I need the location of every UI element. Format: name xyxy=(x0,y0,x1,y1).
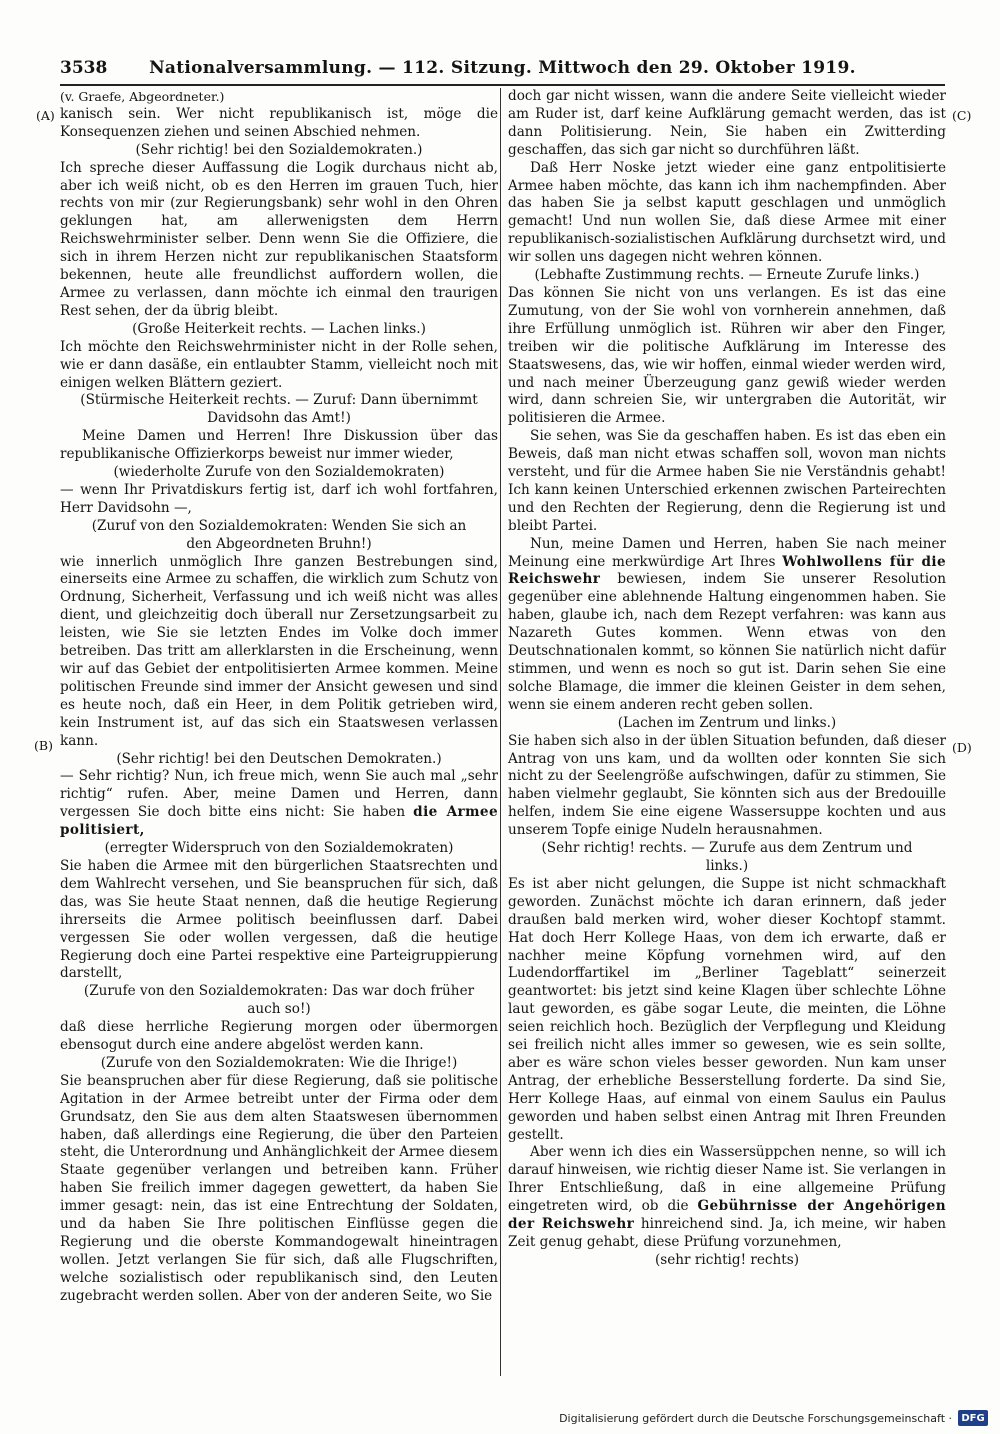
paragraph: kanisch sein. Wer nicht republikanisch ist, möge die Konsequenzen ziehen und seinen Abschied nehmen. xyxy=(60,105,498,140)
paragraph: Das können Sie nicht von uns verlangen. Es ist das eine Zumutung, von der Sie wohl von vornherein annehmen, daß ihre Erfüllung unmöglich ist. Rühren wir aber den Finger, treiben wir die politische Aufklärung im Interesse des Staatswesens, das, wie wir hoffen, einmal wieder werden wird, und nach meiner Überzeugung ganz gewiß wieder werden wird, dann schreien Sie, wir untergraben die Autorität, wir politisieren die Armee. xyxy=(508,284,946,427)
right-column xyxy=(508,88,946,1270)
paragraph: Sie haben sich also in der üblen Situation befunden, daß dieser Antrag von uns kam, und da wollten oder konnten Sie sich nicht zu der Seelengröße aufschwingen, dafür zu stimmen, Sie haben vielmehr geglaubt, Sie könnten sich aus der Bredouille helfen, indem Sie eine eigene Wassersuppe kochten und aus unserem Topfe einige Nudeln herausnahmen. xyxy=(508,732,946,839)
margin-marker-b: (B) xyxy=(34,738,53,753)
interjection: (Sehr richtig! bei den Sozialdemokraten.) xyxy=(135,141,423,158)
emphasis: Wohlwollens für die Reichswehr xyxy=(508,553,946,588)
page-header xyxy=(60,58,945,80)
interjection: (Sehr richtig! bei den Deutschen Demokraten.) xyxy=(116,750,442,767)
paragraph: — Sehr richtig? Nun, ich freue mich, wenn Sie auch mal „sehr richtig“ rufen. Aber, meine Damen und Herren, dann vergessen Sie doch bitte eins nicht: Sie haben die Armee politisiert, xyxy=(60,768,498,839)
emphasis: die Armee politisiert, xyxy=(60,804,498,839)
paragraph: Daß Herr Noske jetzt wieder eine ganz entpolitisierte Armee haben möchte, das kann ich ihm nachempfinden. Aber das haben Sie ja selbst kaputt geschlagen und unmöglich gemacht! Und nun wollen Sie, daß diese Armee mit einer republikanisch-sozialistischen Aufklärung durchsetzt wird, und wir sollen uns dagegen nicht wehren können. xyxy=(508,159,946,266)
paragraph: — wenn Ihr Privatdiskurs fertig ist, darf ich wohl fortfahren, Herr Davidsohn —, xyxy=(60,481,498,516)
column-divider xyxy=(500,88,501,1376)
paragraph: Ich möchte den Reichswehrminister nicht in der Rolle sehen, wie er dann dasäße, ein entlaubter Stamm, vielleicht noch mit einigen welken Blättern geziert. xyxy=(60,338,498,391)
emphasis: Gebührnisse der Angehörigen der Reichswehr xyxy=(508,1198,946,1233)
margin-marker-d: (D) xyxy=(952,740,972,755)
footer-text: Digitalisierung gefördert durch die Deutsche Forschungsgemeinschaft · xyxy=(559,1411,952,1425)
margin-marker-a: (A) xyxy=(36,108,55,123)
left-column xyxy=(60,88,498,1306)
interjection: (Lebhafte Zustimmung rechts. — Erneute Zurufe links.) xyxy=(534,267,920,284)
dfg-logo-icon: DFG xyxy=(958,1410,988,1426)
interjection: (sehr richtig! rechts) xyxy=(654,1251,800,1268)
paragraph: Sie haben die Armee mit den bürgerlichen Staatsrechten und dem Wahlrecht versehen, und Sie beanspruchen für sich, daß das, was Sie heute Staat nennen, daß die heutige Regierung ihrerseits die Armee politisch beeinflussen darf. Dabei vergessen Sie oder wollen vergessen, daß die heutige Regierung doch eine Partei respektive eine Parteigruppierung darstellt, xyxy=(60,857,498,982)
interjection: (Sehr richtig! rechts. — Zurufe aus dem Zentrum und links.) xyxy=(541,840,913,874)
running-title: Nationalversammlung. — 112. Sitzung. Mittwoch den 29. Oktober 1919. xyxy=(149,58,856,78)
paragraph: Es ist aber nicht gelungen, die Suppe ist nicht schmackhaft geworden. Zunächst möchte ich daran erinnern, daß jeder draußen bald merken wird, woher dieser Kochtopf stammt. Hat doch Herr Kollege Haas, von dem ich erwarte, daß er nachher meine Köpfung vornehmen wird, auf den Ludendorffartikel im „Berliner Tageblatt“ seinerzeit geantwortet: bis jetzt sind keine Klagen über schlechte Löhne laut geworden, es gäbe sogar Leute, die meinten, die Löhne seien reichlich hoch. Bezüglich der Verpflegung und Kleidung sei freilich nicht alles immer so gewesen, wie es sein sollte, aber es wäre schon vieles besser geworden. Nun kam unser Antrag, der erhebliche Besserstellung forderte. Da sind Sie, Herr Kollege Haas, auf einmal von einem Saulus ein Paulus geworden und haben selbst einen Antrag mit Ihren Freunden gestellt. xyxy=(508,875,946,1143)
interjection: (Große Heiterkeit rechts. — Lachen links.) xyxy=(132,320,426,337)
interjection: (wiederholte Zurufe von den Sozialdemokraten) xyxy=(113,464,445,481)
paragraph: Sie beanspruchen aber für diese Regierung, daß sie politische Agitation in der Armee betreibt unter der Firma oder dem Grundsatz, den Sie aus dem alten Staatswesen übernommen haben, daß allerdings eine Regierung, die über den Parteien steht, die Unterordnung und Anhänglichkeit der Armee diesem Staate gegenüber verlangen und betreiben kann. Früher haben Sie freilich immer dagegen gewettert, da haben Sie immer gesagt: nein, das ist eine Entrechtung der Soldaten, und da haben Sie Ihre politischen Einflüsse gegen die Regierung und die oberste Kommandogewalt hineintragen wollen. Jetzt verlangen Sie für sich, daß alle Flugschriften, welche sozialistisch oder republikanisch sind, den Leuten zugebracht werden sollen. Aber von der anderen Seite, wo Sie xyxy=(60,1072,498,1304)
paragraph: Sie sehen, was Sie da geschaffen haben. Es ist das eben ein Beweis, daß man nicht etwas schaffen soll, wovon man nichts versteht, und für die Armee haben Sie nie Verständnis gehabt! Ich kann keinen Unterschied erkennen zwischen Parteirechten und den Rechten der Regierung, denn die Regierung ist und bleibt Partei. xyxy=(508,428,946,534)
paragraph: Ich spreche dieser Auffassung die Logik durchaus nicht ab, aber ich weiß nicht, ob es den Herren im grauen Tuch, hier rechts von mir (zur Regierungsbank) sehr wohl in den Ohren geklungen hat, am allerwenigsten dem Herrn Reichswehrminister selber. Denn wenn Sie die Offiziere, die sich in ihrem Herzen nicht zur republikanischen Staatsform bekennen, heute alle freundlichst auffordern wollen, die Armee zu verlassen, dann möchte ich einmal den traurigen Rest sehen, der da übrig bleibt. xyxy=(60,159,498,319)
paragraph: Nun, meine Damen und Herren, haben Sie nach meiner Meinung eine merkwürdige Art Ihres Wohlwollens für die Reichswehr bewiesen, indem Sie unserer Resolution gegenüber eine ablehnende Haltung eingenommen haben. Sie haben, glaube ich, nach dem Rezept verfahren: was kann aus Nazareth Gutes kommen. Wenn etwas von den Deutschnationalen kommt, so können Sie natürlich nicht dafür stimmen, und wenn es noch so gut ist. Darin sehen Sie eine solche Blamage, die immer die kleinen Geister in dem sehen, wenn sie einem anderen recht geben sollen. xyxy=(508,535,946,713)
page-number: 3538 xyxy=(60,58,108,78)
interjection: (Stürmische Heiterkeit rechts. — Zuruf: Dann übernimmt Davidsohn das Amt!) xyxy=(80,392,478,427)
paragraph: daß diese herrliche Regierung morgen oder übermorgen ebensogut durch eine andere abgelöst werden kann. xyxy=(60,1019,498,1054)
interjection: (Zurufe von den Sozialdemokraten: Das war doch früher auch so!) xyxy=(83,983,475,1018)
interjection: (erregter Widerspruch von den Sozialdemokraten) xyxy=(104,840,454,857)
interjection: (Zuruf von den Sozialdemokraten: Wenden Sie sich an den Abgeordneten Bruhn!) xyxy=(91,517,467,552)
interjection: (Zurufe von den Sozialdemokraten: Wie die Ihrige!) xyxy=(100,1054,458,1071)
paragraph: doch gar nicht wissen, wann die andere Seite vielleicht wieder am Ruder ist, darf keine Aufklärung gemacht werden, das ist dann Politisierung. Nein, Sie haben ein Zwitterding geschaffen, das sich gar nicht so durchführen läßt. xyxy=(508,88,946,158)
speaker-line: (v. Graefe, Abgeordneter.) xyxy=(60,89,225,104)
paragraph: Aber wenn ich dies ein Wassersüppchen nenne, so will ich darauf hinweisen, wie richtig dieser Name ist. Sie verlangen in Ihrer Entschließung, daß in eine allgemeine Prüfung eingetreten wird, ob die Gebührnisse der Angehörigen der Reichswehr hinreichend sind. Ja, ich meine, wir haben Zeit genug gehabt, diese Prüfung vorzunehmen, xyxy=(508,1144,946,1250)
margin-marker-c: (C) xyxy=(952,108,972,123)
header-rule xyxy=(60,84,945,86)
interjection: (Lachen im Zentrum und links.) xyxy=(617,714,837,731)
paragraph: wie innerlich unmöglich Ihre ganzen Bestrebungen sind, einerseits eine Armee zu schaffen, die wirklich zum Schutz von Ordnung, Sicherheit, Verfassung und ich weiß nicht was alles dient, und gleichzeitig doch überall nur Zersetzungsarbeit zu leisten, wie Sie sie letzten Endes im Volke doch immer betreiben. Das tritt am allerklarsten in die Erscheinung, wenn wir auf das Gebiet der entpolitisierten Armee kommen. Meine politischen Freunde sind immer der Ansicht gewesen und sind es heute noch, daß ein Heer, in dem Politik getrieben wird, kein Instrument ist, auf das sich ein Staatswesen verlassen kann. xyxy=(60,553,498,749)
footer-credit xyxy=(559,1408,988,1428)
paragraph: Meine Damen und Herren! Ihre Diskussion über das republikanische Offizierkorps beweist nur immer wieder, xyxy=(60,428,498,463)
